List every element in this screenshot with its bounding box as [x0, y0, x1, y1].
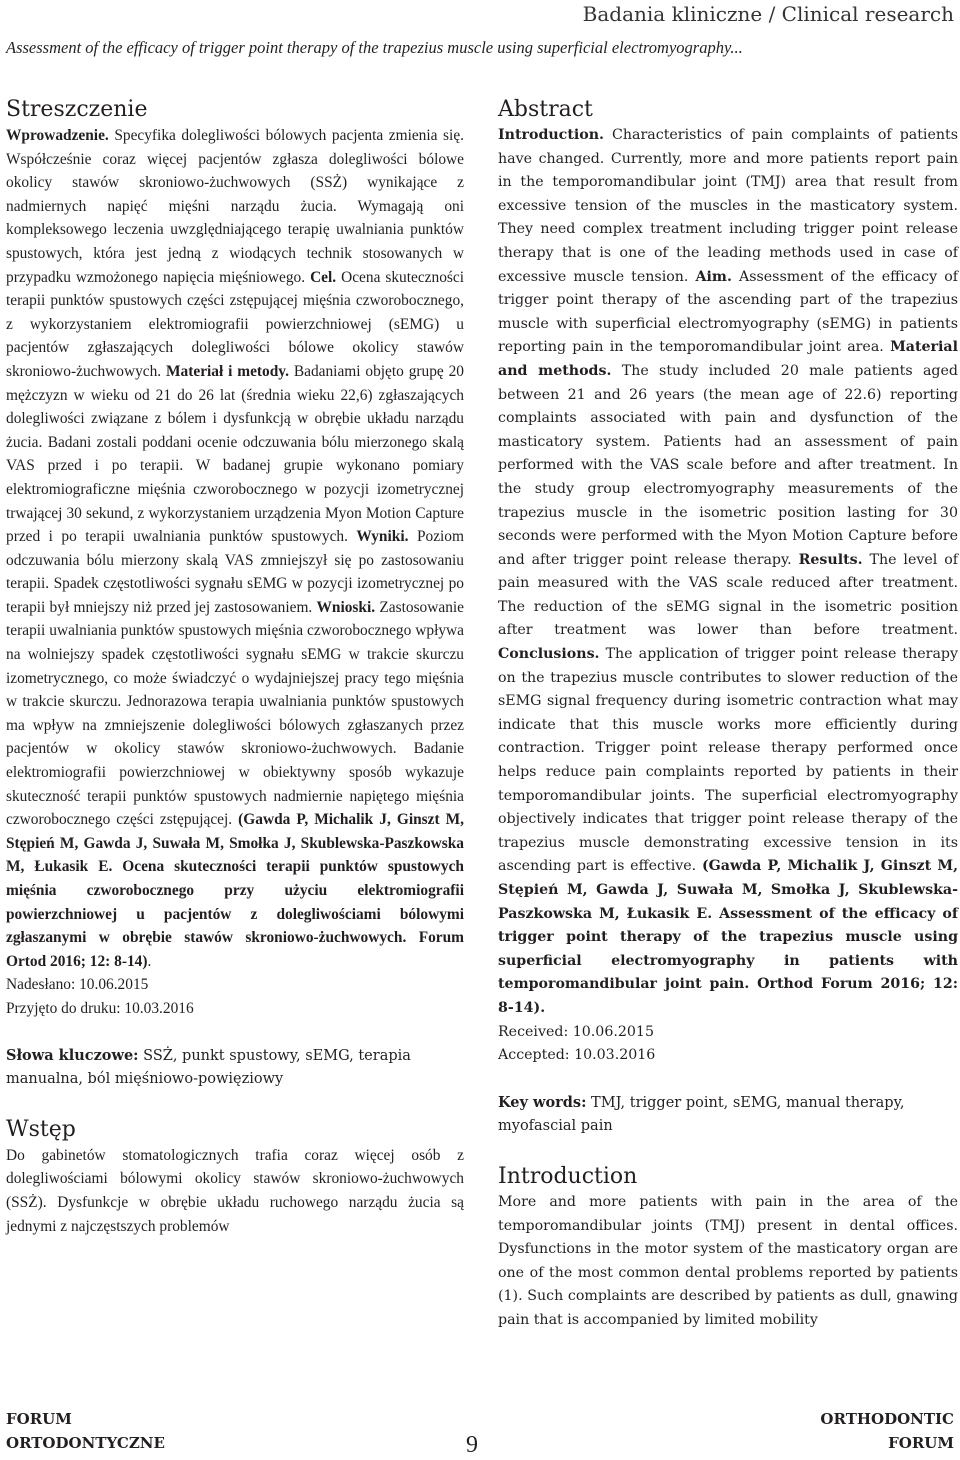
methods-text: Badaniami objęto grupę 20 mężczyzn w wieku od 21 do 26 lat (średnia wieku 22,6) zgłaszających dolegliwości związane z bólem i dysfunkcją w obrębie układu narządu żucia. Badani zostali poddani ocenie odczuwania bólu mierzonego skalą VAS przed i po terapii. W badanej grupie wykonano pomiary elektromiograficzne mięśnia czworobocznego w pozycji izometrycznej trwającej 30 sekund, z wykorzystaniem urządzenia Myon Motion Capture przed i po terapii uwalniania punktów spustowych.: [6, 362, 465, 546]
results-label: Wyniki.: [356, 528, 409, 546]
citation-end: .: [147, 952, 152, 970]
intro-label: Wprowadzenie.: [6, 127, 109, 144]
page-number: 9: [466, 1432, 478, 1458]
methods-label: Material and methods.: [498, 339, 958, 379]
methods-label: Materiał i metody.: [166, 362, 289, 380]
aim-text: Assessment of the efficacy of trigger point therapy of the ascending part of the trapezius muscle with superficial electromyography (sEMG) in patients reporting pain in the temporomandibular joint area.: [498, 268, 959, 356]
keywords: [6, 1044, 464, 1092]
accepted-date: Przyjęto do druku: 10.03.2016: [6, 999, 194, 1017]
footer-right-line1: ORTHODONTIC: [820, 1410, 954, 1428]
intro-label: Introduction.: [498, 127, 604, 143]
running-article-title: Assessment of the efficacy of trigger point therapy of the trapezius muscle using superficial electromyography...: [6, 38, 743, 57]
keywords-label: Słowa kluczowe:: [6, 1046, 139, 1064]
intro-text: Characteristics of pain complaints of patients have changed. Currently, more and more patients report pain in the temporomandibular joint (TMJ) area that result from excessive tension of the muscles in the masticatory system. They need complex treatment including trigger point release therapy that is one of the leading methods used in case of excessive muscle tension.: [498, 127, 958, 285]
footer-journal-english: [820, 1407, 954, 1455]
abstract-english-column: [498, 96, 958, 1333]
wstep-text: Do gabinetów stomatologicznych trafia coraz więcej osób z dolegliwościami bólowymi okolicy stawów skroniowo-żuchwowych (SSŻ). Dysfunkcje w obrębie układu ruchowego narządu żucia są jednymi z najczęstszych problemów: [6, 1146, 464, 1235]
keywords-text: TMJ, trigger point, sEMG, manual therapy, myofascial pain: [498, 1094, 905, 1135]
footer-left-line2: ORTODONTYCZNE: [6, 1434, 165, 1452]
accepted-date: Accepted: 10.03.2016: [498, 1047, 656, 1064]
results-text: The level of pain measured with the VAS scale reduced after treatment. The reduction of the sEMG signal in the isometric position after treatment was lower than before treatment.: [498, 551, 958, 639]
keywords-text: SSŻ, punkt spustowy, sEMG, terapia manualna, ból mięśniowo-powięziowy: [6, 1047, 411, 1088]
streszczenie-body: [6, 124, 464, 973]
conclusions-text: Zastosowanie terapii uwalniania punktów spustowych mięśnia czworobocznego wpływa na wolniejszy spadek częstotliwości sygnału sEMG w trakcie skurczu izometrycznego, co może świadczyć o wydajniejszej pracy tego mięśnia w trakcie skurczu. Jednorazowa terapia uwalniania punktów spustowych ma wpływ na zmniejszenie dolegliwości bólowych zgłaszanych przez pacjentów w okolicy stawów skroniowo-żuchwowych. Badanie elektromiografii powierzchniowej w obiektywny sposób wykazuje skuteczność terapii punktów spustowych nadmiernie napiętego mięśnia czworobocznego części zstępującej.: [6, 598, 464, 829]
received-date: Received: 10.06.2015: [498, 1023, 654, 1040]
abstract-polish-column: [6, 96, 464, 1238]
keywords: [498, 1091, 958, 1139]
aim-label: Aim.: [695, 268, 732, 285]
conclusions-label: Conclusions.: [498, 646, 600, 663]
aim-label: Cel.: [310, 268, 337, 286]
abstract-heading: Abstract: [498, 97, 593, 122]
conclusions-text: The application of trigger point release therapy on the trapezius muscle contributes to slower reduction of the sEMG signal frequency during isometric contraction what may indicate that this muscle works more efficiently during contraction. Trigger point release therapy performed once helps reduce pain complaints reported by patients in their temporomandibular joints. The superficial electromyography objectively indicates that trigger point release therapy of the trapezius muscle demonstrating excessive tension in its ascending part is effective.: [498, 646, 958, 875]
citation: (Gawda P, Michalik J, Ginszt M, Stępień M, Gawda J, Suwała M, Smołka J, Skublewska-Paszkowska M, Łukasik E. Assessment of the efficacy of trigger point therapy of the trapezius muscle using superficial electromyography in patients with temporomandibular joint pain. Orthod Forum 2016; 12: 8-14).: [498, 858, 959, 1016]
section-label: Badania kliniczne / Clinical research: [582, 2, 954, 26]
introduction-heading: Introduction: [498, 1163, 638, 1189]
streszczenie-heading: Streszczenie: [6, 97, 148, 122]
results-text: Poziom odczuwania bólu mierzony skalą VAS zmniejszył się po zastosowaniu terapii. Spadek częstotliwości sygnału sEMG w pozycji izometrycznej po terapii był mniejszy niż przed jej zastosowaniem.: [6, 528, 464, 616]
footer-left-line1: FORUM: [6, 1410, 72, 1428]
wstep-heading: Wstęp: [6, 1116, 76, 1142]
received-date: Nadesłano: 10.06.2015: [6, 976, 149, 994]
citation: (Gawda P, Michalik J, Ginszt M, Stępień M, Gawda J, Suwała M, Smołka J, Skublewska-Paszkowska M, Łukasik E. Ocena skuteczności terapii punktów spustowych mięśnia czworobocznego przy użyciu elektromiografii powierzchniowej u pacjentów z dolegliwościami bólowymi zgłaszanymi w obrębie stawów skroniowo-żuchwowych. Forum Ortod 2016; 12: 8-14): [6, 811, 465, 970]
introduction-text: More and more patients with pain in the area of the temporomandibular joints (TMJ) present in dental offices. Dysfunctions in the motor system of the masticatory organ are one of the most common dental problems reported by patients (1). Such complaints are described by patients as dull, gnawing pain that is accompanied by limited mobility: [498, 1193, 958, 1328]
footer-journal-polish: [6, 1407, 165, 1455]
results-label: Results.: [798, 551, 863, 568]
methods-text: The study included 20 male patients aged between 21 and 26 years (the mean age of 22.6) reporting complaints associated with pain and dysfunction of the masticatory system. Patients had an assessment of pain performed with the VAS scale before and after treatment. In the study group electromyography measurements of the trapezius muscle in the isometric position lasting for 30 seconds were performed with the Myon Motion Capture before and after trigger point release therapy.: [498, 362, 958, 568]
abstract-body: [498, 124, 958, 1021]
aim-text: Ocena skuteczności terapii punktów spustowych części zstępującej mięśnia czworobocznego, z wykorzystaniem elektromiografii powierzchniowej (sEMG) u pacjentów zgłaszających dolegliwości bólowe okolicy stawów skroniowo-żuchwowych.: [6, 268, 465, 380]
intro-text: Specyfika dolegliwości bólowych pacjenta zmienia się. Współcześnie coraz więcej pacjentów zgłasza dolegliwości bólowe okolicy stawów skroniowo-żuchwowych (SSŻ) wynikające z nadmiernych napięć mięśni narządu żucia. Wymagają oni kompleksowego leczenia uwzględniającego terapię uwalniania punktów spustowych, która jest jedną z wiodących technik stosowanych w przypadku wzmożonego napięcia mięśniowego.: [6, 127, 464, 286]
conclusions-label: Wnioski.: [316, 598, 376, 616]
footer-right-line2: FORUM: [888, 1434, 954, 1452]
keywords-label: Key words:: [498, 1093, 587, 1111]
